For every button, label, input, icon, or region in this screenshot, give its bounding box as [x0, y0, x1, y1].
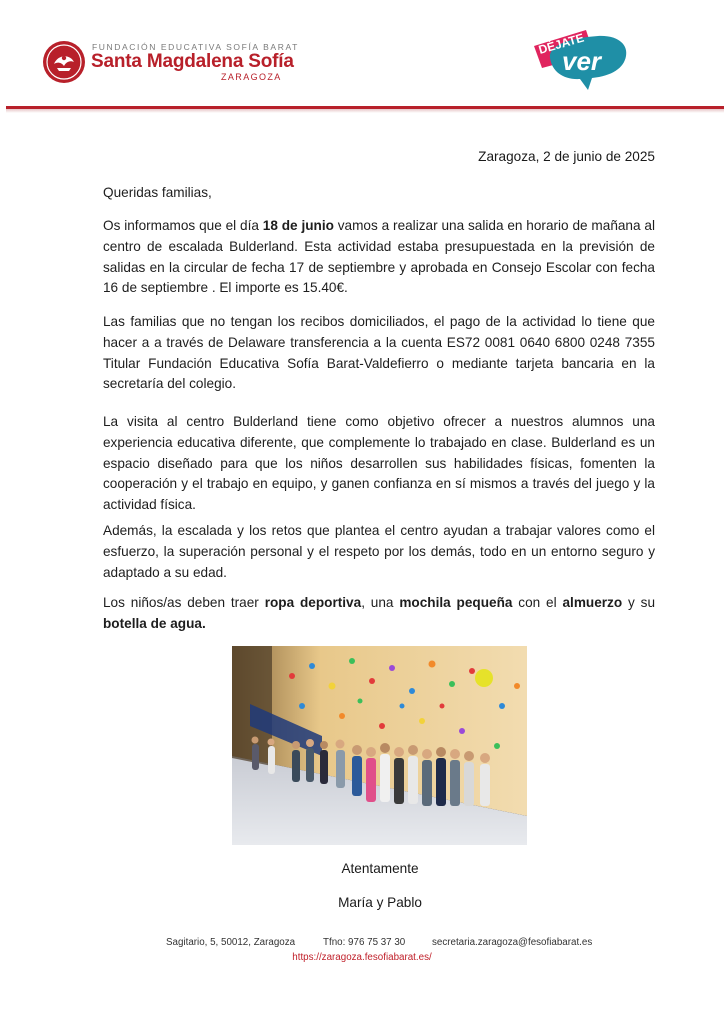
paragraph-payment: Las familias que no tengan los recibos domiciliados, el pago de la actividad lo tiene que hacer a a través de Delaware transferencia a la cuenta ES72 0081 0640 6800 0248 7355 Titular Fundación Educativa Sofía Barat-Valdefierro o mediante tarjeta bancaria en la secretaría del colegio. [103, 314, 655, 392]
closing-phrase: Atentamente [341, 861, 419, 876]
paragraph-outing [103, 216, 655, 299]
school-name: Santa Magdalena Sofía [91, 51, 294, 72]
letter-date: Zaragoza, 2 de junio de 2025 [478, 149, 655, 164]
item-clothes: ropa deportiva [264, 595, 362, 610]
p5-text-c: , una [361, 595, 400, 610]
item-backpack: mochila pequeña [399, 595, 513, 610]
p5-text-a: Los niños/as deben traer [103, 595, 265, 610]
signature: María y Pablo [338, 895, 422, 910]
footer-phone[interactable]: Tfno: 976 75 37 30 [323, 937, 406, 948]
badge-text-bottom: ver [562, 46, 602, 76]
p5-text-e: con el [512, 595, 563, 610]
climbing-wall-photo [232, 646, 527, 845]
paragraph-values: Además, la escalada y los retos que plantea el centro ayudan a trabajar valores como el esfuerzo, la superación personal y el respeto por los demás, todo en un entorno seguro y adaptado a su edad. [103, 523, 655, 580]
school-seal-icon [42, 40, 86, 84]
paragraph-objective: La visita al centro Bulderland tiene como objetivo ofrecer a nuestros alumnos una experiencia educativa diferente, que complemente lo trabajado en clase. Bulderland es un espacio diseñado para que los niños desarrollen sus habilidades físicas, fomenten la cooperación y el trabajo en equipo, y ganen confianza en sí mismos a través del juego y la actividad física. [103, 414, 655, 513]
item-snack: almuerzo [562, 595, 623, 610]
footer-address: Sagitario, 5, 50012, Zaragoza [166, 937, 296, 948]
header-divider-shadow [6, 109, 724, 113]
letterhead [0, 0, 724, 112]
dejate-ver-badge [528, 24, 632, 94]
p1-text-a: Os informamos que el día [103, 218, 263, 233]
p1-text-c: vamos a realizar una salida en horario de mañana al centro de escalada Bulderland. Esta actividad estaba presupuestada en la previsión de salidas en la circular de fecha 17 de septiembre y aprobada en Consejo Escolar con fecha 16 de septiembre . El importe es 15.40€. [103, 218, 655, 296]
school-logo [42, 38, 302, 86]
footer-email-link[interactable]: secretaria.zaragoza@fesofiabarat.es [432, 937, 593, 948]
school-city: ZARAGOZA [221, 72, 282, 82]
footer-website-link[interactable]: https://zaragoza.fesofiabarat.es/ [292, 952, 432, 963]
badge-text-top: DÉJATE [536, 30, 586, 57]
p1-date-bold: 18 de junio [262, 218, 334, 233]
org-name-top: FUNDACIÓN EDUCATIVA SOFÍA BARAT [92, 42, 299, 52]
p5-text-g: y su [622, 595, 656, 610]
item-water: botella de agua. [103, 615, 206, 631]
paragraph-items [103, 593, 655, 635]
greeting: Queridas familias, [103, 185, 212, 200]
